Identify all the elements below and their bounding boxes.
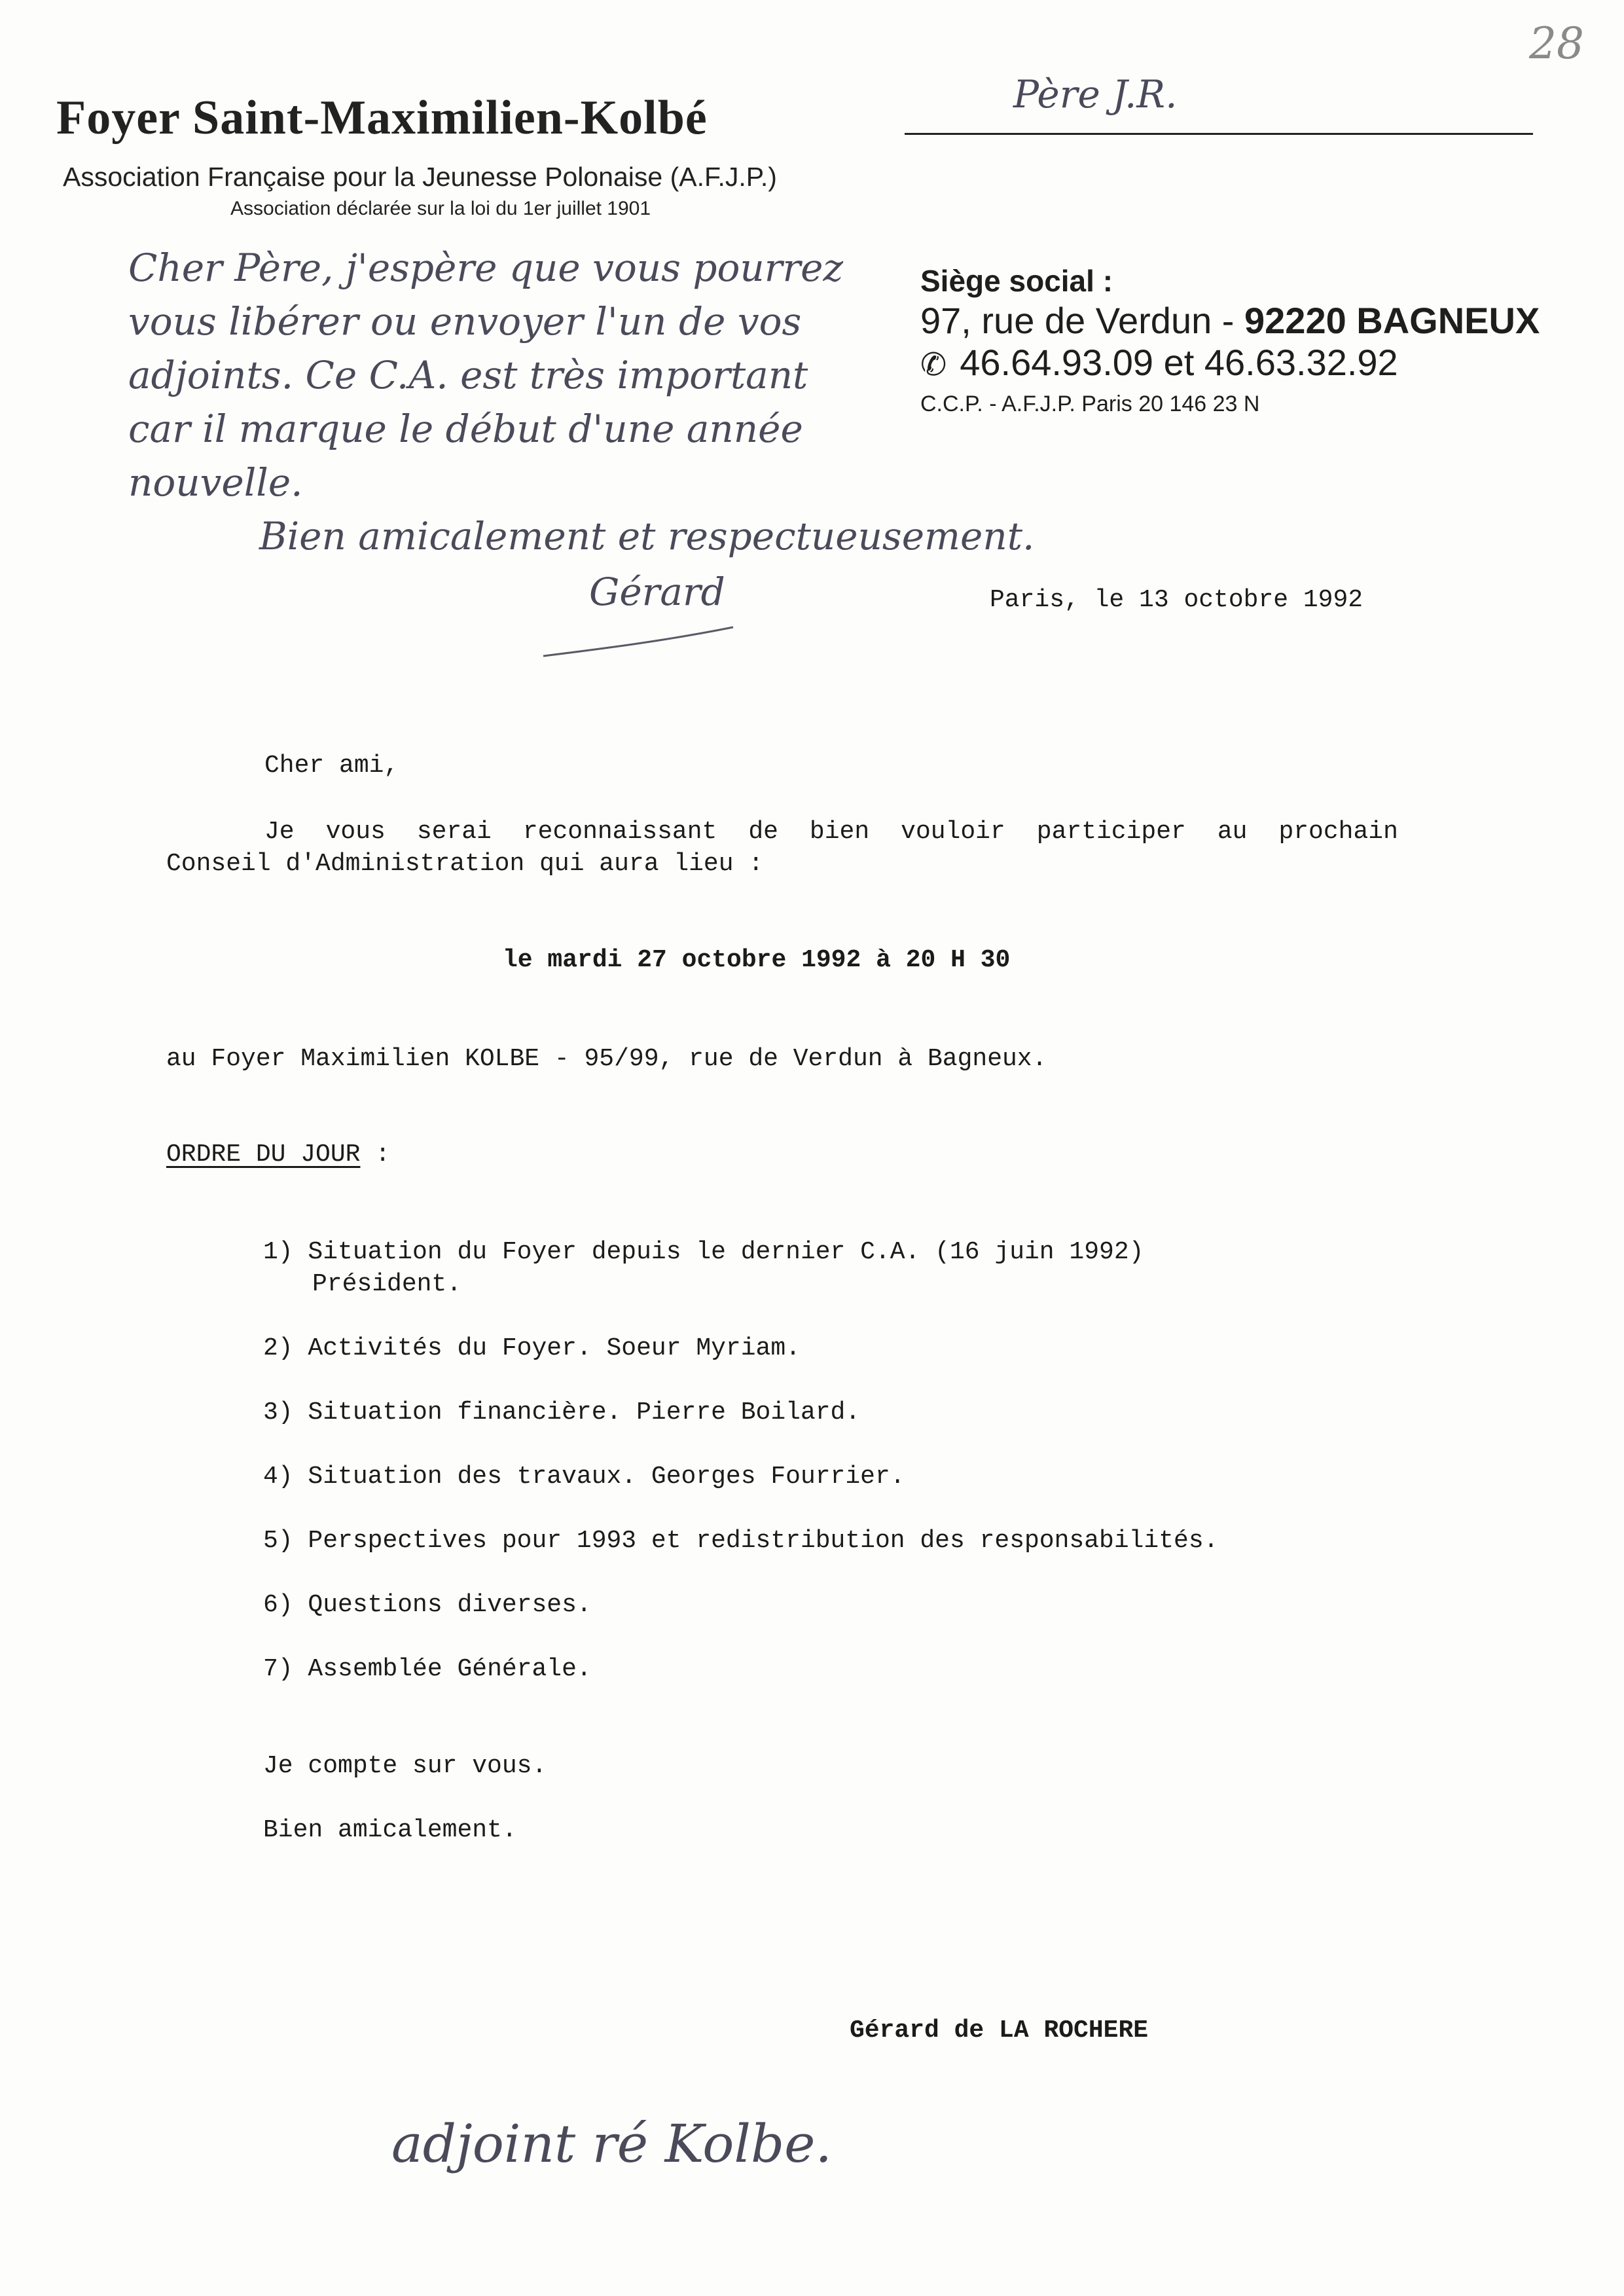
place-date: Paris, le 13 octobre 1992 xyxy=(990,586,1363,614)
agenda-title-colon: : xyxy=(360,1140,391,1169)
agenda-item-text: Situation du Foyer depuis le dernier C.A. (16 juin 1992) xyxy=(308,1238,1144,1266)
page-number: 28 xyxy=(1529,18,1584,69)
head-office-address xyxy=(920,300,1540,342)
handwritten-bottom-note: adjoint ré Kolbe. xyxy=(391,2113,832,2174)
body-word: de xyxy=(748,818,778,846)
body-word: bien xyxy=(809,818,870,846)
body-word: vous xyxy=(325,818,386,846)
agenda-item xyxy=(263,1527,1218,1555)
organization-subtitle: Association Française pour la Jeunesse Polonaise (A.F.J.P.) xyxy=(63,162,777,192)
body-word: au xyxy=(1217,818,1248,846)
body-word: Je xyxy=(264,818,295,846)
phone-numbers: 46.64.93.09 et 46.63.32.92 xyxy=(960,342,1398,383)
signature-flourish xyxy=(537,615,746,668)
head-office-block xyxy=(920,262,1540,422)
postal-city-text: 92220 BAGNEUX xyxy=(1244,300,1540,341)
meeting-date: le mardi 27 octobre 1992 à 20 H 30 xyxy=(503,946,1011,974)
agenda-item-continuation: Président. xyxy=(312,1270,462,1298)
agenda-item-text: Situation des travaux. Georges Fourrier. xyxy=(308,1463,905,1491)
agenda-item-number: 5) xyxy=(263,1527,293,1555)
telephone-icon: ✆ xyxy=(920,348,947,382)
closing-line-2: Bien amicalement. xyxy=(263,1816,517,1844)
note-line: adjoints. Ce C.A. est très important xyxy=(128,353,808,397)
head-office-ccp: C.C.P. - A.F.J.P. Paris 20 146 23 N xyxy=(920,392,1260,416)
agenda-item xyxy=(263,1334,801,1362)
agenda-heading xyxy=(166,1140,390,1169)
agenda-item-text: Assemblée Générale. xyxy=(308,1655,592,1683)
handwritten-signature: Gérard xyxy=(589,570,725,614)
organization-declaration: Association déclarée sur la loi du 1er juillet 1901 xyxy=(230,198,651,219)
note-line: Bien amicalement et respectueusement. xyxy=(259,514,1035,558)
agenda-item-text: Questions diverses. xyxy=(308,1591,592,1619)
body-word: reconnaissant xyxy=(522,818,717,846)
body-line-2: Conseil d'Administration qui aura lieu : xyxy=(166,850,764,878)
signatory-name: Gérard de LA ROCHERE xyxy=(850,2016,1149,2045)
agenda-item xyxy=(263,1655,592,1683)
agenda-item-number: 2) xyxy=(263,1334,293,1362)
body-word: prochain xyxy=(1278,818,1398,846)
body-word: serai xyxy=(416,818,492,846)
organization-name: Foyer Saint-Maximilien-Kolbé xyxy=(56,91,708,145)
agenda-item-number: 3) xyxy=(263,1398,293,1427)
body-line-1 xyxy=(166,816,1398,848)
letterhead-rule xyxy=(905,133,1533,135)
agenda-item xyxy=(263,1398,860,1427)
note-line: car il marque le début d'une année xyxy=(128,407,803,451)
agenda-item-text: Activités du Foyer. Soeur Myriam. xyxy=(308,1334,801,1362)
agenda-item xyxy=(263,1591,592,1619)
note-line: nouvelle. xyxy=(128,460,303,505)
agenda-title: ORDRE DU JOUR xyxy=(166,1140,361,1169)
note-line: vous libérer ou envoyer l'un de vos xyxy=(128,299,802,344)
meeting-location: au Foyer Maximilien KOLBE - 95/99, rue de Verdun à Bagneux. xyxy=(166,1045,1047,1073)
agenda-item-number: 4) xyxy=(263,1463,293,1491)
agenda-item-number: 7) xyxy=(263,1655,293,1683)
agenda-item xyxy=(263,1238,1144,1266)
agenda-item-number: 6) xyxy=(263,1591,293,1619)
closing-line-1: Je compte sur vous. xyxy=(263,1752,547,1780)
agenda-item xyxy=(263,1463,905,1491)
head-office-phone xyxy=(920,342,1540,386)
agenda-item-text: Perspectives pour 1993 et redistribution des responsabilités. xyxy=(308,1527,1219,1555)
body-word: participer xyxy=(1036,818,1186,846)
agenda-item-text: Situation financière. Pierre Boilard. xyxy=(308,1398,861,1427)
agenda-item-number: 1) xyxy=(263,1238,293,1266)
body-word: vouloir xyxy=(901,818,1005,846)
body-paragraph xyxy=(166,816,1398,880)
note-line: Cher Père, j'espère que vous pourrez xyxy=(128,246,844,290)
handwritten-addressee: Père J.R. xyxy=(1013,72,1178,117)
street-text: 97, rue de Verdun - xyxy=(920,300,1245,341)
salutation: Cher ami, xyxy=(264,752,399,780)
head-office-title: Siège social : xyxy=(920,264,1113,298)
